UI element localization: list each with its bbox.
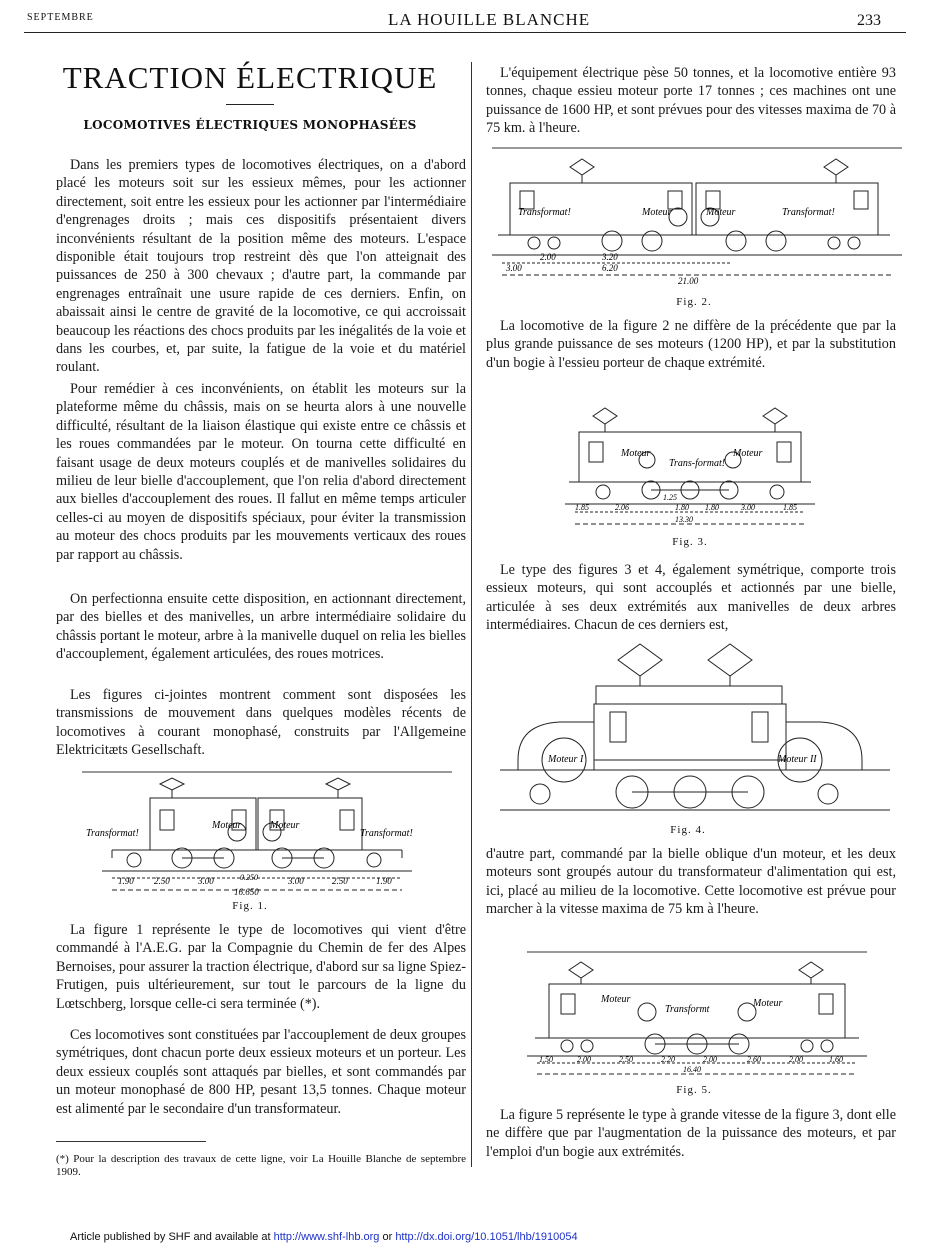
fig2-dim: 3.00 — [506, 263, 522, 273]
fig1-dim: 2.50 — [332, 876, 348, 886]
fig5-dim: 1.60 — [829, 1055, 843, 1064]
paragraph: Les figures ci-jointes montrent comment sont disposées les transmissions de mouvement dans quelques modèles récents de locomotives à courant monophasé, construits par l'Allgemeine Elektricitæts Gesellschaft. — [56, 687, 466, 759]
paragraph: Ces locomotives sont constituées par l'accouplement de deux groupes symétriques, dont chacun porte deux essieux moteurs et un porteur. Les deux essieux couplés sont attaqués par bielles, et sont commandés par un moteur monophasé de 800 HP, pesant 13,5 tonnes. Chaque moteur est alimenté par le secondaire d'un transformateur. — [56, 1027, 466, 1117]
fig1-label: Transformat! — [86, 828, 139, 839]
footnote-rule — [56, 1141, 206, 1142]
fig5-label: Moteur — [753, 998, 783, 1009]
fig3-dim: 1.85 — [575, 503, 589, 512]
title-rule — [226, 104, 274, 105]
fig1-label: Moteur — [212, 820, 242, 831]
running-head-month: SEPTEMBRE — [27, 12, 94, 23]
fig1-dim: 3.00 — [198, 876, 214, 886]
publication-footer — [70, 1231, 578, 1243]
fig2-label: Moteur — [642, 207, 672, 218]
figure-2-caption: Fig. 2. — [676, 296, 712, 308]
figure-3-caption: Fig. 3. — [672, 536, 708, 548]
footer-link-shf[interactable]: http://www.shf-lhb.org — [273, 1231, 380, 1243]
figure-5-drawing — [527, 950, 867, 1080]
figure-5-caption: Fig. 5. — [676, 1084, 712, 1096]
footnote: (*) Pour la description des travaux de cette ligne, voir La Houille Blanche de septembre 1909. — [56, 1153, 466, 1178]
fig5-dim: 2.00 — [577, 1055, 591, 1064]
column-divider — [471, 62, 472, 1167]
paragraph: La figure 5 représente le type à grande vitesse de la figure 3, dont elle ne diffère que par l'augmentation de la puissance des moteurs, et par l'emploi d'un bogie aux extrémités. — [486, 1107, 896, 1160]
footer-prefix: Article published by SHF and available at — [70, 1231, 274, 1243]
fig3-dim: 1.25 — [663, 493, 677, 502]
figure-4-caption: Fig. 4. — [670, 824, 706, 836]
paragraph: d'autre part, commandé par la bielle oblique d'un moteur, et les deux moteurs sont groupés autour du transformateur d'alimentation qui est, ici, placé au milieu de la locomotive. Cette locomotive est prévue pour marcher à la vitesse maxima de 75 km à l'heure. — [486, 846, 896, 918]
page-number: 233 — [857, 12, 881, 29]
paragraph: Dans les premiers types de locomotives électriques, on a d'abord placé les moteurs soit sur les essieux mêmes, pour les actionner directement, soit entre les essieux pour les actionner par l'intermédiaire d'engrenages droits ; mais ces dispositifs présentaient divers inconvénients résultant de la position même des moteurs. L'espace disponible était toujours trop restreint dès que l'on atteignait des puissances de 250 à 300 chevaux ; d'autre part, la commande par engrenages entraînait une usure rapide de ces derniers. Enfin, on abaissait ainsi le centre de gravité de la locomotive, ce qui accroissait beaucoup les réactions des chocs produits par les inégalités de la voie et dans les courbes, et, par suite, la fatigue de la voie et du matériel roulant. — [56, 157, 466, 376]
figure-1-caption: Fig. 1. — [232, 900, 268, 912]
figure-2-drawing — [492, 145, 902, 293]
fig1-label: Transformat! — [360, 828, 413, 839]
fig3-label: Moteur — [733, 448, 763, 459]
fig3-dim: 1.80 — [675, 503, 689, 512]
fig3-dim: 13.30 — [675, 515, 693, 524]
fig5-dim: 1.50 — [539, 1055, 553, 1064]
fig2-dim: 21.00 — [678, 276, 699, 286]
fig5-dim: 2.00 — [789, 1055, 803, 1064]
figure-3-drawing — [565, 400, 815, 532]
figure-1-drawing — [82, 770, 452, 898]
footer-middle: or — [379, 1231, 396, 1243]
paragraph: L'équipement électrique pèse 50 tonnes, et la locomotive entière 93 tonnes, chaque essieu moteur porte 17 tonnes ; ces machines ont une puissance de 1600 HP, et sont prévues pour des vitesses maxima de 70 à 75 km. à l'heure. — [486, 65, 896, 137]
fig1-dim: 1.90 — [118, 876, 134, 886]
fig5-label: Moteur — [601, 994, 631, 1005]
fig3-dim: 3.00 — [741, 503, 755, 512]
fig5-label: Transformt — [665, 1004, 710, 1015]
fig1-dim: 16.650 — [234, 887, 259, 897]
paragraph: Le type des figures 3 et 4, également symétrique, comporte trois essieux moteurs, qui sont accouplés et actionnés par une bielle, articulée à ses deux extrémités aux manivelles de deux arbres intermédiaires. Chacun de ces derniers est, — [486, 562, 896, 634]
fig1-dim: 3.00 — [288, 876, 304, 886]
header-rule — [24, 32, 906, 33]
fig2-dim: 6.20 — [602, 263, 618, 273]
fig3-dim: 1.85 — [783, 503, 797, 512]
paragraph: La figure 1 représente le type de locomotives qui vient d'être commandé à l'A.E.G. par la Compagnie du Chemin de fer des Alpes Bernoises, pour assurer la traction électrique, d'abord sur sa ligne Spiez-Frutigen, puis ultérieurement, sur tout le parcours de la ligne du Lœtschberg, lorsque celle-ci sera terminée (*). — [56, 922, 466, 1012]
fig4-label: Moteur II — [778, 754, 817, 765]
paragraph: Pour remédier à ces inconvénients, on établit les moteurs sur la plateforme même du châssis, mais on se heurta alors à une nouvelle difficulté, résultant de la liaison élastique qui existe entre ce châssis et les roues commandées par le moteur. On tourna cette difficulté en faisant usage de deux moteurs couplés et de manivelles solidaires du milieu de leur bielle d'accouplement, que l'on relia d'abord directement aux bielles d'accouplement des roues. Il fallut en même temps articuler celles-ci au moyen de dispositifs spéciaux, pour éviter la transmission au moteur des chocs produits par les mouvements verticaux des roues par rapport au châssis. — [56, 381, 466, 563]
journal-title: LA HOUILLE BLANCHE — [388, 10, 591, 29]
fig2-dim: 2.00 — [540, 252, 556, 262]
fig2-label: Transformat! — [782, 207, 835, 218]
figure-4-drawing — [500, 640, 890, 820]
fig3-dim: 1.80 — [705, 503, 719, 512]
fig3-dim: 2.06 — [615, 503, 629, 512]
fig5-dim: 2.60 — [747, 1055, 761, 1064]
fig1-dim: 1.90 — [376, 876, 392, 886]
paragraph: La locomotive de la figure 2 ne diffère de la précédente que par la plus grande puissance de ses moteurs (1200 HP), et par la substitution d'un bogie à l'essieu porteur de chaque extrémité. — [486, 318, 896, 371]
fig5-dim: 2.20 — [661, 1055, 675, 1064]
fig1-dim: 0.250 — [240, 873, 258, 882]
article-subtitle: LOCOMOTIVES ÉLECTRIQUES MONOPHASÉES — [83, 118, 417, 132]
article-title: TRACTION ÉLECTRIQUE — [62, 60, 438, 95]
fig5-dim: 16.40 — [683, 1065, 701, 1074]
fig2-label: Moteur — [706, 207, 736, 218]
fig2-label: Transformat! — [518, 207, 571, 218]
fig3-label: Moteur — [621, 448, 651, 459]
fig2-dim: 3.20 — [602, 252, 618, 262]
fig3-label: Trans-format! — [669, 458, 726, 469]
fig4-label: Moteur I — [548, 754, 584, 765]
fig5-dim: 2.50 — [619, 1055, 633, 1064]
fig1-label: Moteur — [270, 820, 300, 831]
fig5-dim: 2.00 — [703, 1055, 717, 1064]
paragraph: On perfectionna ensuite cette disposition, en actionnant directement, par des bielles et des manivelles, un arbre intermédiaire solidaire du châssis portant le moteur, arbre à la manivelle duquel on relia les bielles d'accouplement, également articulées, des roues motrices. — [56, 591, 466, 663]
fig1-dim: 2.50 — [154, 876, 170, 886]
footer-link-doi[interactable]: http://dx.doi.org/10.1051/lhb/1910054 — [395, 1231, 578, 1243]
